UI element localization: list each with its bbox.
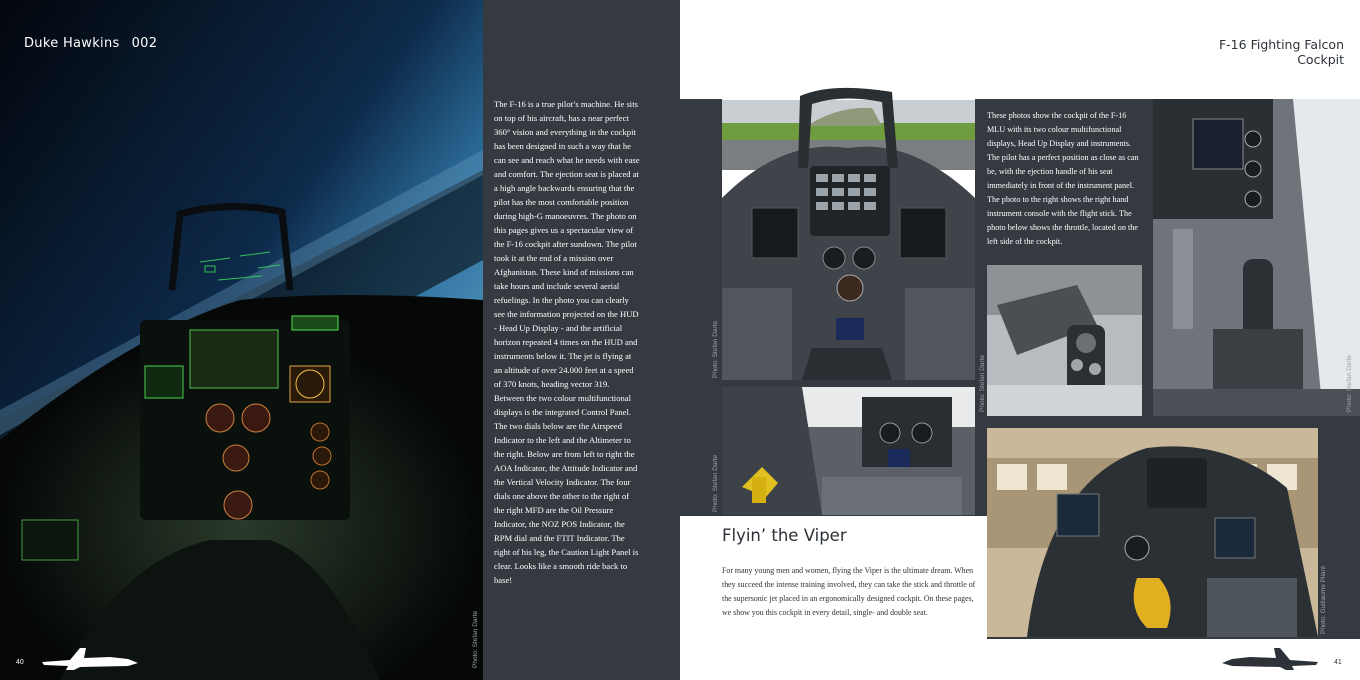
article-text: For many young men and women, flying the Viper is the ultimate dream. When they succeed the intense training involved, they can take the stick and throttle of the supersonic jet placed in an ergonomically designed cockpit. On these pages, we show you this cockpit in every detail, single- and double seat. bbox=[722, 566, 976, 617]
section-title: Cockpit bbox=[1297, 52, 1344, 67]
jet-silhouette-icon bbox=[1220, 640, 1320, 670]
body-text: The F-16 is a true pilot’s machine. He sits on top of his aircraft, has a near perfect 360° vision and everything in the cockpit has been designed in such a way that he can see and reach what he needs with ease and comfort. The ejection seat is placed at a high angle backwards ensuring that the pilot has the most comfortable position during high-G manoeuvres. The photo on this pages gives us a spectacular view of the F-16 cockpit after sundown. The pilot took it at the end of a mission over Afghanistan. These kind of missions can take hours and include several aerial refuelings. In the photo you can clearly see the information projected on the HUD - Head Up Display - and the artificial horizon repeated 4 times on the HUD and instruments below it. The jet is flying at an altitude of over 24.000 feet at a speed of 370 knots, heading vector 319. Between the two colour multifunctional displays is the integrated Control Panel. The two dials below are the Airspeed Indicator to the left and the Altimeter to the right. Below are from left to right the AOA Indicator, the Attitude Indicator and the Vertical Velocity Indicator. The four dials one above the other to the right of the right MFD are the Oil Pressure Indicator, the NOZ POS Indicator, the RPM dial and the FTIT Indicator. The right of his leg, the Caution Light Panel is clear. Looks like a smooth ride back to base! bbox=[494, 99, 640, 585]
cockpit-photo-top bbox=[722, 78, 975, 380]
author-name: Duke Hawkins bbox=[24, 36, 120, 51]
hangar-cockpit-photo bbox=[987, 428, 1318, 637]
caption-text: These photos show the cockpit of the F-16 MLU with its two colour multifunctional displays, Head Up Display and instruments. The pilot has a perfect position as close as can be, with the ejection handle of his seat immediately in front of the instrument panel. The photo to the right shows the right hand instrument console with the flight stick. The photo below shows the throttle, located on the left side of the cockpit. bbox=[987, 111, 1139, 246]
photo-credit-left: Photo: Stefan Darte bbox=[472, 610, 479, 668]
photo-credit-throttle: Photo: Stefan Darte bbox=[979, 354, 986, 412]
right-console-photo bbox=[1153, 99, 1360, 416]
throttle-photo bbox=[987, 265, 1142, 416]
jet-silhouette-icon bbox=[40, 640, 140, 670]
photo-credit-hangar: Photo: Guillaume Pilant bbox=[1320, 566, 1327, 634]
photo-credit-cockpit-bottom: Photo: Stefan Darte bbox=[712, 454, 719, 512]
book-title: F-16 Fighting Falcon bbox=[1218, 37, 1344, 52]
left-page-header bbox=[24, 36, 157, 51]
photo-credit-right-console: Photo: Stefan Darte bbox=[1346, 354, 1353, 412]
right-page-header bbox=[1219, 37, 1344, 67]
issue-number: 002 bbox=[131, 36, 158, 51]
night-cockpit-photo bbox=[0, 0, 483, 680]
photo-credit-cockpit-top: Photo: Stefan Darte bbox=[712, 320, 719, 378]
page-number-right: 41 bbox=[1334, 659, 1342, 666]
page-number-left: 40 bbox=[16, 659, 24, 666]
article-title: Flyin’ the Viper bbox=[722, 526, 847, 545]
cockpit-photo-bottom bbox=[722, 387, 975, 515]
